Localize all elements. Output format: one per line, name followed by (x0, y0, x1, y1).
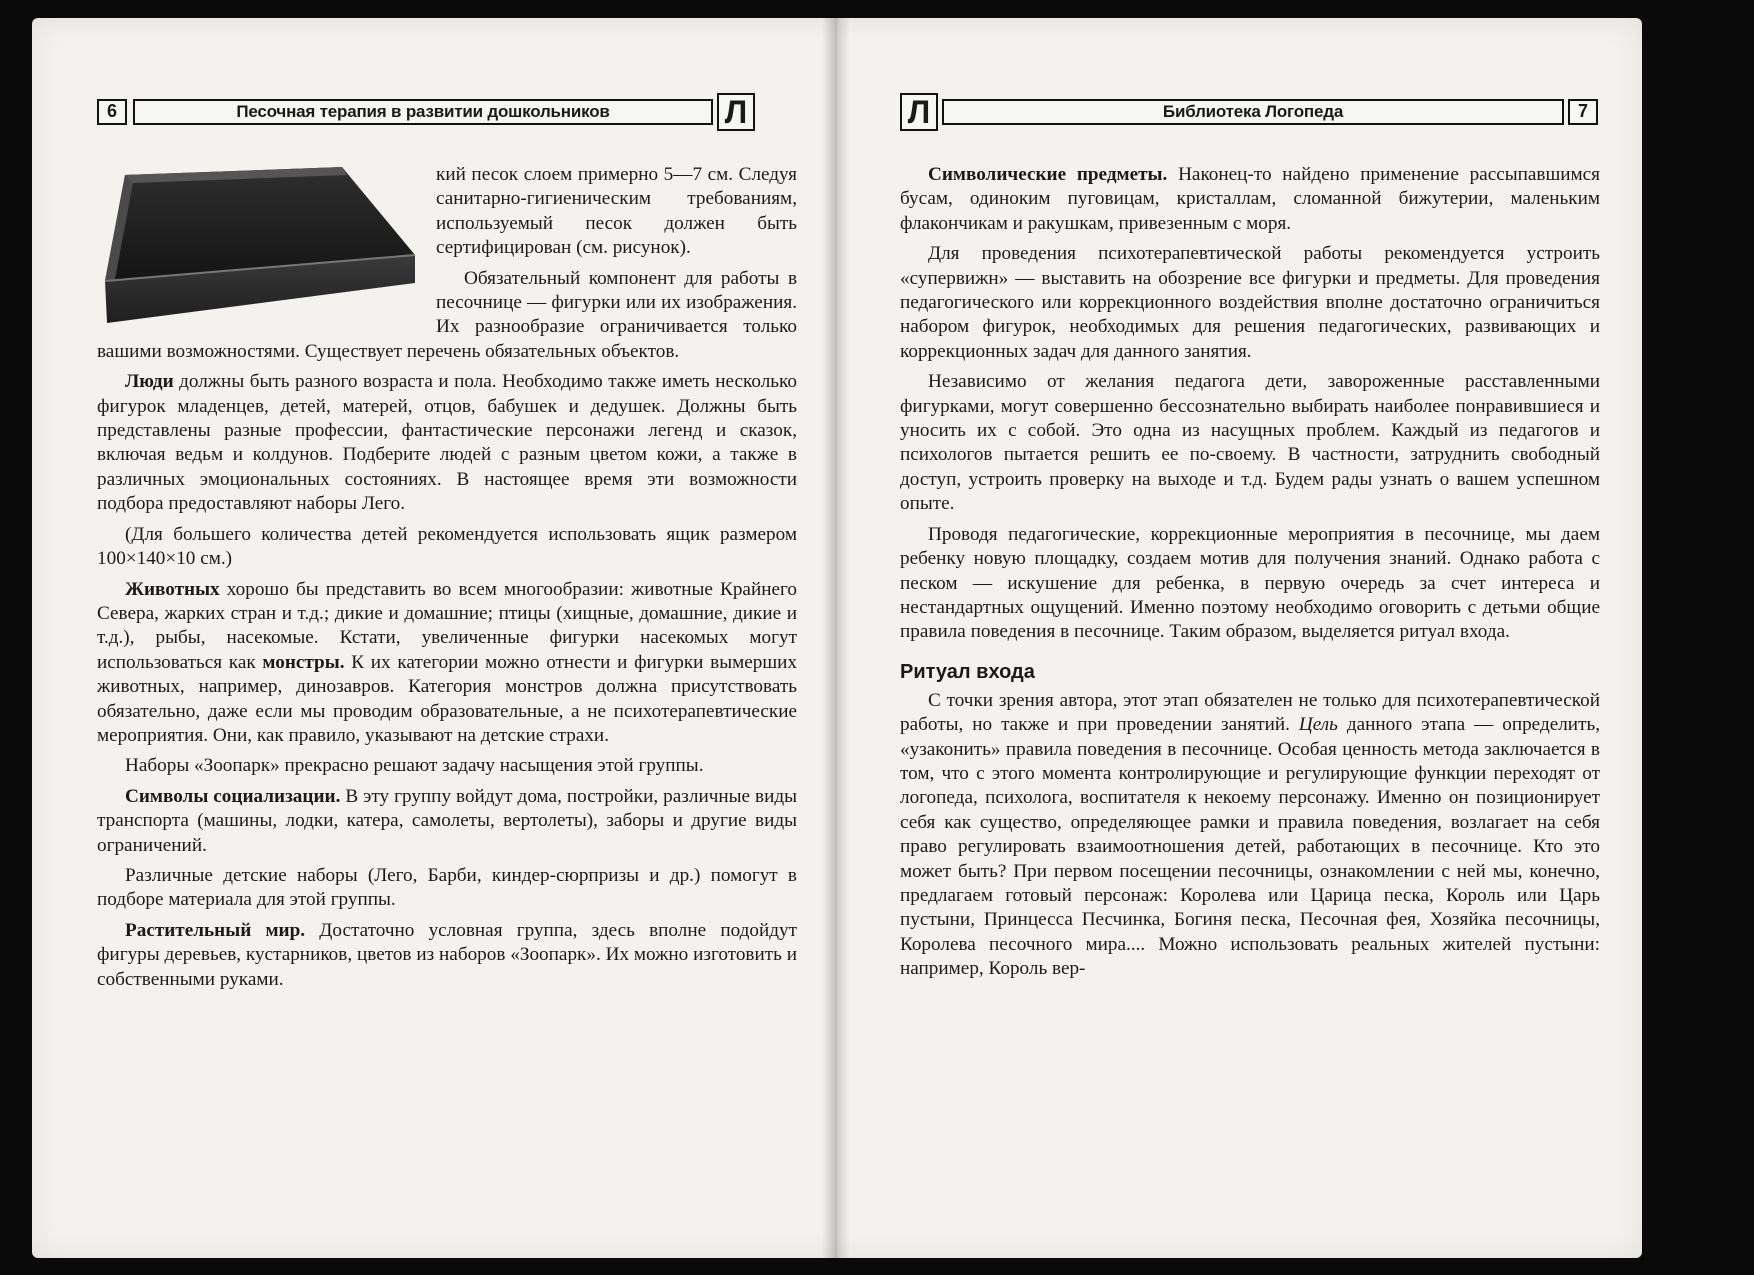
paragraph (900, 523, 1600, 645)
paragraph-text: Независимо от желания педагога дети, завороженные расставленными фигурками, могут совершенно бессознательно выбирать наиболее понравившиеся и уносить их с собой. Это одна из насущных проблем. Каждый из педагогов и психологов пытается решить ее по-своему. В частности, затруднить свободный доступ, устроить проверку на выходе и т.д. Будем рады узнать о вашем успешном опыте. (900, 371, 1600, 515)
paragraph-text: должны быть разного возраста и пола. Необходимо также иметь несколько фигурок младенцев, детей, матерей, отцов, бабушек и дедушек. Должны быть представлены разные профессии, фантастические персонажи легенд и сказок, включая ведьм и колдунов. Подберите людей с разным цветом кожи, а также в различных эмоциональных состояниях. В настоящее время эти возможности подбора предоставляют наборы Лего. (97, 371, 797, 515)
page-number: 6 (97, 99, 127, 125)
paragraph-text: Обязательный компонент для работы в песочнице — фигурки или их изображения. Их разнообразие ограничивается только вашими возможностями. Существует перечень обязательных объектов. (97, 267, 797, 362)
running-title-bar (942, 99, 1564, 125)
logo-letter-icon: Л (900, 93, 938, 131)
book-spread (32, 18, 1642, 1258)
page-number: 7 (1568, 99, 1598, 125)
paragraph-lead: Растительный мир. (125, 919, 306, 941)
paragraph-italic: Цель (1298, 714, 1338, 736)
paragraph-text: К их категории можно отнести и фигурки вымерших животных, например, динозавров. Категория монстров должна присутствовать обязательно, даже если мы проводим образовательные, а не психотерапевтические мероприятия. Они, как правило, указывают на детские страхи. (97, 651, 797, 746)
left-page-body (97, 163, 797, 998)
paragraph-lead: Люди (125, 371, 174, 393)
paragraph (97, 578, 797, 749)
book-gutter (822, 18, 850, 1258)
paragraph (97, 919, 797, 992)
right-page (900, 18, 1600, 1258)
running-title-bar (133, 99, 713, 125)
paragraph-lead: Символы социализации. (125, 785, 341, 807)
paragraph (97, 864, 797, 913)
paragraph (900, 163, 1600, 236)
left-page-header (97, 93, 797, 131)
paragraph-text: (Для большего количества детей рекомендуется использовать ящик размером 100×140×10 см.) (97, 523, 797, 570)
paragraph-text: кий песок слоем примерно 5—7 см. Следуя санитарно-гигиеническим требованиям, используемый песок должен быть сертифицирован (см. рисунок). (436, 164, 797, 259)
paragraph-text: С точки зрения автора, этот этап обязателен не только для психотерапевтической работы, но также и при проведении занятий. (900, 689, 1600, 736)
paragraph (97, 523, 797, 572)
right-page-body (900, 163, 1600, 988)
paragraph-text: Различные детские наборы (Лего, Барби, киндер-сюрпризы и др.) помогут в подборе материала для этой группы. (97, 864, 797, 911)
paragraph-text: Для проведения психотерапевтической работы рекомендуется устроить «супервижн» — выставить на обозрение все фигурки и предметы. Для проведения педагогического или коррекционного воздействия вполне достаточно ограничиться набором фигурок, необходимых для решения педагогических, развивающих и коррекционных задач для данного занятия. (900, 243, 1600, 362)
paragraph (900, 242, 1600, 364)
paragraph-lead: Животных (125, 578, 220, 600)
paragraph-text: Проводя педагогические, коррекционные мероприятия в песочнице, мы даем ребенку новую площадку, создаем мотив для получения знаний. Однако работа с песком — искушение для ребенка, в первую очередь за счет интереса и нестандартных ощущений. Именно поэтому необходимо оговорить с детьми общие правила поведения в песочнице. Таким образом, выделяется ритуал входа. (900, 523, 1600, 643)
running-title: Песочная терапия в развитии дошкольников (236, 102, 610, 121)
paragraph-text: В эту группу войдут дома, постройки, различные виды транспорта (машины, лодки, катера, самолеты, вертолеты), заборы и другие виды ограничений. (97, 785, 798, 856)
paragraph-text: хорошо бы представить во всем многообразии: животные Крайнего Севера, жарких стран и т.д.; дикие и домашние; птицы (хищные, домашние, дикие и т.д.), рыбы, насекомые. Кстати, увеличенные фигурки насекомых могут использоваться как (97, 578, 797, 673)
paragraph-text: Наборы «Зоопарк» прекрасно решают задачу насыщения этой группы. (125, 755, 704, 777)
paragraph-text: данного этапа — определить, «узаконить» правила поведения в песочнице. Особая ценность метода заключается в том, что с этого момента контролирующие и регулирующие функции переходят от логопеда, психолога, воспитателя к некоему персонажу. Именно он позиционирует себя как существо, определяющее рамки и правила поведения, возлагает на себя право регулировать взаимоотношения детей, работающих в песочнице. Кто это может быть? При первом посещении песочницы, ознакомлении с ней мы, конечно, предлагаем готовый персонаж: Королева или Царица песка, Король или Царь пустыни, Принцесса Песчинка, Богиня песка, Песочная фея, Хозяйка песочницы, Королева песочного мира.... Можно использовать реальных жителей пустыни: например, Король вер- (900, 714, 1600, 980)
paragraph (97, 370, 797, 516)
paragraph (900, 370, 1600, 516)
logo-letter-icon: Л (717, 93, 755, 131)
left-page (97, 18, 797, 1258)
running-title: Библиотека Логопеда (1162, 102, 1344, 121)
section-title: Ритуал входа (900, 660, 1035, 683)
sandbox-tray-image (97, 163, 422, 328)
paragraph (97, 754, 797, 778)
right-page-header (900, 93, 1600, 131)
paragraph-text: Наконец-то найдено применение рассыпавшимся бусам, одиноким пуговицам, кристаллам, сломанной бижутерии, маленьким флакончикам и ракушкам, привезенным с моря. (900, 164, 1600, 234)
paragraph-lead: Символические предметы. (928, 164, 1168, 185)
paragraph (900, 689, 1600, 982)
paragraph (97, 785, 797, 858)
paragraph-text: Достаточно условная группа, здесь вполне подойдут фигуры деревьев, кустарников, цветов из наборов «Зоопарк». Их можно изготовить и собственными руками. (97, 919, 797, 990)
paragraph-bold: монстры. (262, 651, 345, 673)
